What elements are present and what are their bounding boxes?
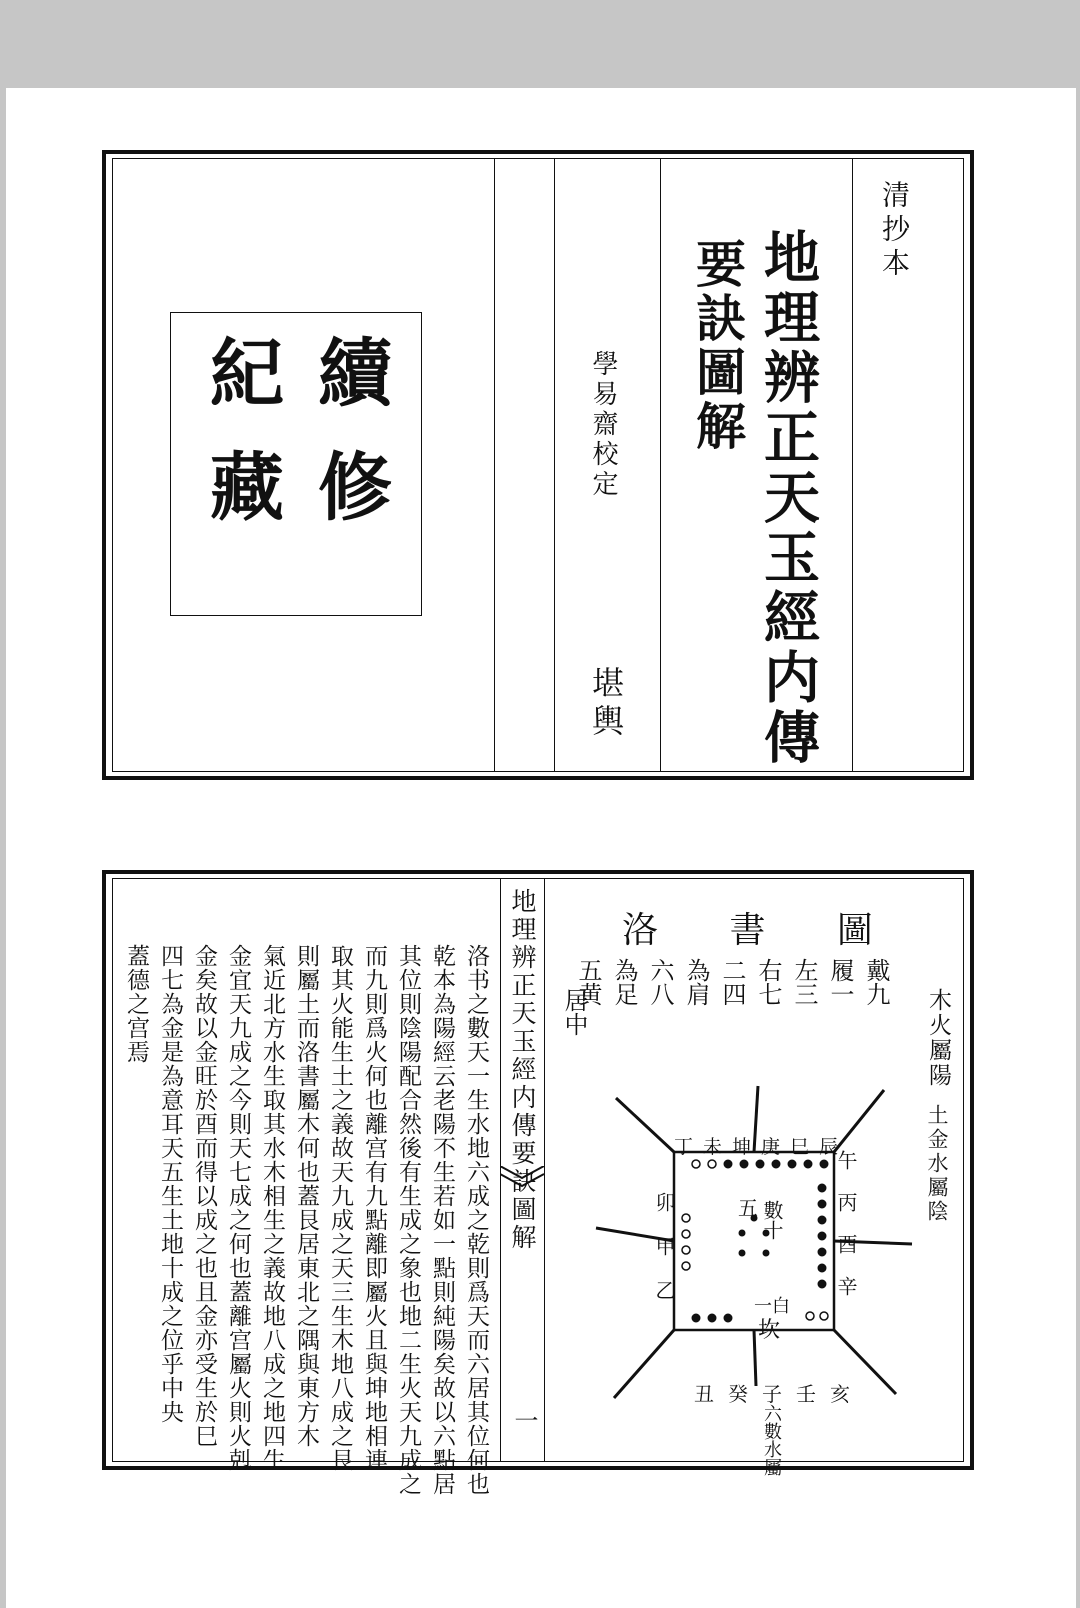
branch-chou: 丑 bbox=[694, 1382, 714, 1406]
branch-mao: 卯 bbox=[652, 1192, 676, 1236]
branch-xin: 辛 bbox=[834, 1276, 858, 1318]
cover-divider bbox=[494, 158, 495, 772]
text-column: 四七為金是為意耳天五生土地十成之位乎中央 bbox=[157, 944, 183, 1424]
text-column: 而九則爲火何也離宫有九點離即屬火且與坤地相連 bbox=[361, 944, 387, 1472]
branch-gui: 癸 bbox=[728, 1382, 748, 1406]
branch-yi: 乙 bbox=[652, 1280, 676, 1324]
cover-divider bbox=[660, 158, 661, 772]
scan-page bbox=[6, 88, 1076, 1608]
text-column: 金矣故以金旺於酉而得以成之也且金亦受生於巳 bbox=[191, 944, 217, 1448]
book-subtitle: 要訣圖解 bbox=[688, 238, 747, 454]
branch-you: 酉 bbox=[834, 1234, 858, 1276]
branch-wu: 午 bbox=[834, 1150, 858, 1192]
top-branches bbox=[674, 1132, 838, 1159]
cover-divider bbox=[852, 158, 853, 772]
gutter-line bbox=[544, 878, 545, 1462]
six-water-note: 六數水屬 bbox=[761, 1404, 782, 1476]
bottom-labels bbox=[694, 1378, 850, 1407]
branch-si: 巳 bbox=[790, 1136, 810, 1158]
center-five: 五 bbox=[738, 1196, 758, 1220]
verse-column: 履一 bbox=[826, 958, 854, 1006]
verse-column: 二四 bbox=[718, 958, 746, 1006]
text-column: 其位則陰陽配合然後有生成之象也地二生火天九成之 bbox=[395, 944, 421, 1496]
book-title: 地理辨正天玉經内傳 bbox=[755, 228, 821, 768]
verse-column: 居中 bbox=[560, 988, 588, 1036]
text-column: 乾本為陽經云老陽不生若如一點則純陽矣故以六點居 bbox=[429, 944, 455, 1496]
branch-wei: 未 bbox=[703, 1136, 723, 1158]
verse-column: 為肩 bbox=[682, 958, 710, 1006]
branch-bing: 丙 bbox=[834, 1192, 858, 1234]
text-column: 洛书之數天一生水地六成之乾則爲天而六居其位何也 bbox=[463, 944, 489, 1496]
verse-column: 戴九 bbox=[862, 958, 890, 1006]
verse-column: 右七 bbox=[754, 958, 782, 1006]
yang-note: 木火屬陽 bbox=[925, 988, 951, 1088]
cover-divider bbox=[554, 158, 555, 772]
branch-kun: 坤 bbox=[732, 1136, 752, 1158]
center-white: 一白 bbox=[754, 1296, 790, 1317]
verse-column: 五黄 bbox=[574, 958, 602, 1006]
left-branches bbox=[654, 1192, 674, 1324]
text-column: 則屬土而洛書屬木何也蓋艮居東北之隅與東方木 bbox=[293, 944, 319, 1448]
center-kan: 坎 bbox=[758, 1318, 781, 1343]
category-label: 堪輿 bbox=[587, 666, 625, 742]
seal-text-left: 紀藏 bbox=[198, 334, 284, 562]
edition-note: 清抄本 bbox=[878, 180, 911, 282]
running-title: 地理辨正天玉經内傳要訣圖解 bbox=[508, 888, 537, 1252]
branch-zi: 子 bbox=[762, 1382, 782, 1406]
page-number: 一 bbox=[510, 1408, 538, 1432]
verse-column: 左三 bbox=[790, 958, 818, 1006]
text-column: 取其火能生土之義故天九成之天三生木地八成之艮 bbox=[327, 944, 353, 1472]
verse-column: 六八 bbox=[646, 958, 674, 1006]
center-ten: 數十 bbox=[760, 1200, 784, 1240]
branch-hai: 亥 bbox=[830, 1382, 850, 1406]
verse-column: 為足 bbox=[610, 958, 638, 1006]
seal-text-right: 續修 bbox=[306, 334, 392, 562]
branch-ding: 丁 bbox=[674, 1136, 694, 1158]
diagram-title: 洛 書 圖 bbox=[622, 910, 903, 951]
branch-jia: 甲 bbox=[652, 1236, 676, 1280]
yin-note: 土金水屬陰 bbox=[925, 1104, 949, 1224]
right-branches bbox=[836, 1150, 856, 1318]
text-column: 金宜天九成之今則天七成之何也蓋離宫屬火則火剋 bbox=[225, 944, 251, 1472]
branch-chen: 辰 bbox=[819, 1136, 839, 1158]
branch-geng: 庚 bbox=[761, 1136, 781, 1158]
editor-credit: 學易齋校定 bbox=[588, 350, 618, 500]
branch-ren: 壬 bbox=[796, 1382, 816, 1406]
text-column: 蓋德之宫焉 bbox=[123, 944, 149, 1064]
text-column: 氣近北方水生取其水木相生之義故地八成之地四生 bbox=[259, 944, 285, 1472]
